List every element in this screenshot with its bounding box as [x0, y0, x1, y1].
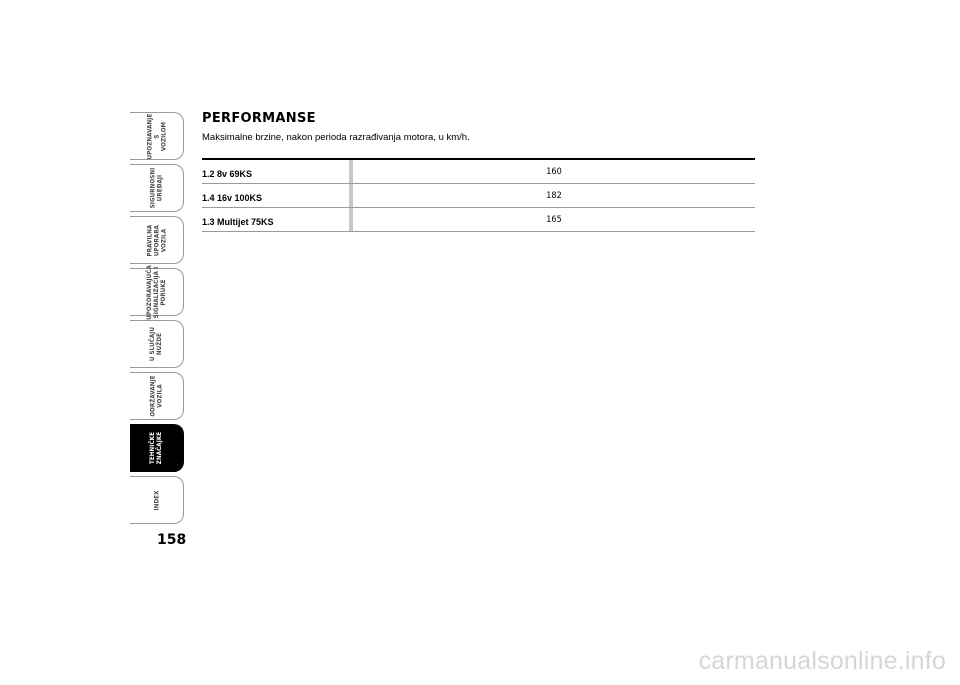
tab-tehnicke-znacajke[interactable]	[130, 424, 184, 472]
performance-table	[202, 158, 755, 232]
tab-index[interactable]	[130, 476, 184, 524]
tab-pravilna-uporaba-vozila[interactable]	[130, 216, 184, 264]
speed-cell: 160	[546, 167, 562, 177]
table-row	[202, 184, 755, 208]
engine-cell: 1.3 Multijet 75KS	[202, 217, 274, 227]
tab-upoznavanje-s-vozilom[interactable]	[130, 112, 184, 160]
tab-u-slucaju-nuzde[interactable]	[130, 320, 184, 368]
engine-cell: 1.2 8v 69KS	[202, 169, 253, 179]
tab-label: UPOZNAVANJE S VOZILOM	[146, 113, 167, 159]
section-subtitle: Maksimalne brzine, nakon perioda razrađivanja motora, u km/h.	[202, 132, 470, 143]
page-number: 158	[157, 532, 187, 548]
speed-cell: 165	[546, 215, 562, 225]
tab-sigurnosni-uredaji[interactable]	[130, 164, 184, 212]
tab-label: U SLUČAJU NUŽDE	[149, 326, 164, 362]
section-title: PERFORMANSE	[202, 111, 316, 126]
engine-cell: 1.4 16v 100KS	[202, 193, 263, 203]
tab-label: UPOZORAVAJUĆA SIGNALIZACIJA I PORUKE	[146, 264, 167, 320]
table-row	[202, 160, 755, 184]
tab-label: INDEX	[152, 490, 160, 510]
table-row	[202, 208, 755, 232]
tab-label: PRAVILNA UPORABA VOZILA	[145, 224, 167, 256]
tab-label: ODRŽAVANJE VOZILA	[149, 375, 164, 417]
watermark: carmanualsonline.info	[698, 647, 946, 675]
tab-upozoravajuca-signalizacija[interactable]	[130, 264, 184, 320]
tab-odrzavanje-vozila[interactable]	[130, 372, 184, 420]
speed-cell: 182	[546, 191, 562, 201]
tab-label: TEHNIČKE ZNAČAJKE	[149, 431, 164, 465]
tab-label: SIGURNOSNI UREĐAJI	[149, 167, 164, 209]
